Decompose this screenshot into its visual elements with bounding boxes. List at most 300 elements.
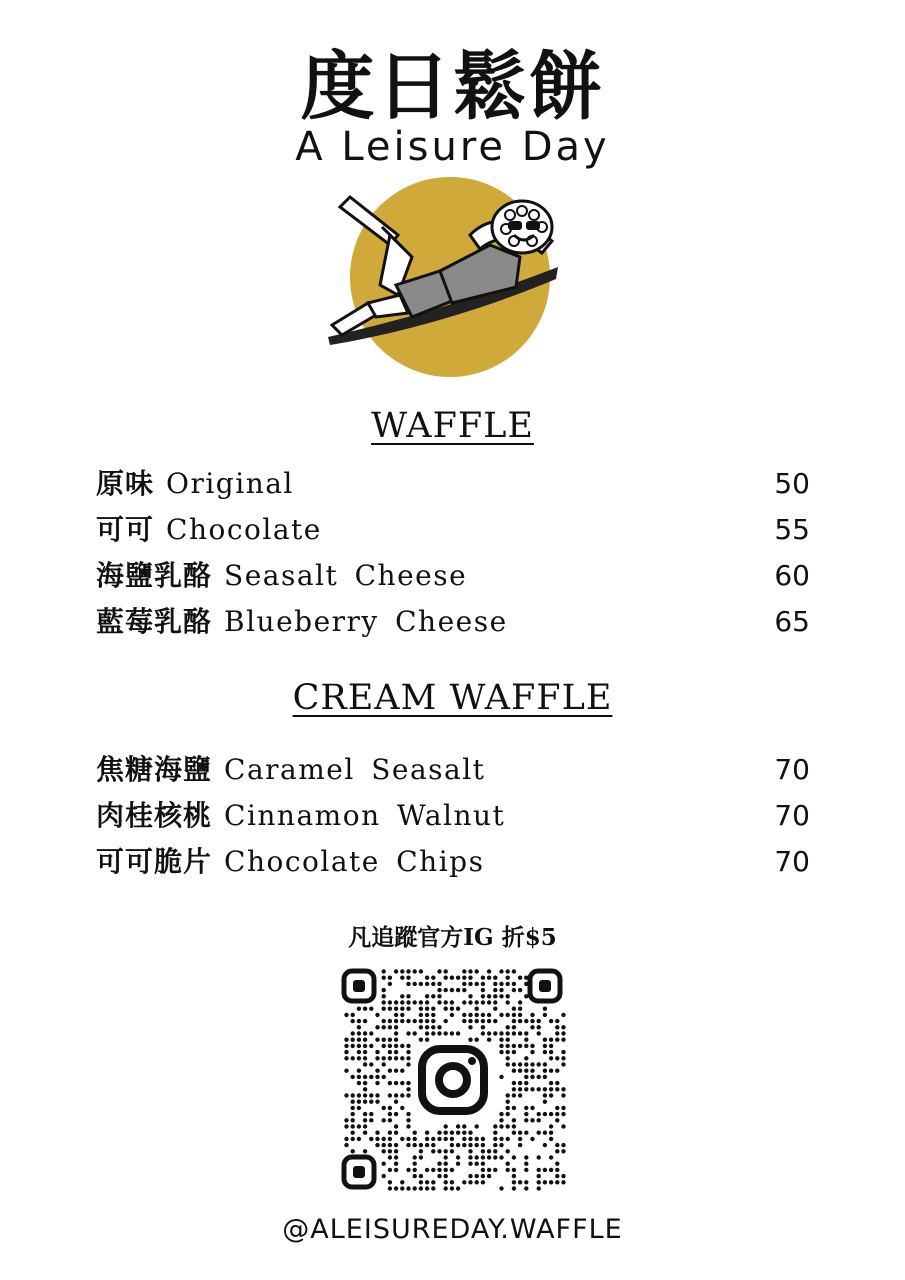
qr-module [462,1137,466,1141]
qr-module [493,1000,497,1004]
qr-module [555,1081,559,1085]
qr-module [512,1069,516,1073]
section-title-cream-waffle: CREAM WAFFLE [292,678,613,718]
qr-module [406,1031,410,1035]
item-price: 70 [774,799,810,832]
qr-module [444,1124,448,1128]
qr-module [425,1031,429,1035]
qr-module [419,1149,423,1153]
qr-module [475,1007,479,1011]
qr-module [344,1143,348,1147]
qr-module [450,1180,454,1184]
qr-module [382,1118,386,1122]
qr-module [475,1137,479,1141]
qr-module [357,1137,361,1141]
qr-module [493,1031,497,1035]
qr-module [375,1137,379,1141]
qr-module [444,969,448,973]
qr-module [475,1143,479,1147]
qr-module [419,1000,423,1004]
qr-module [475,1180,479,1184]
qr-module [561,1031,565,1035]
qr-module [518,1031,522,1035]
qr-module [444,1162,448,1166]
qr-module [468,994,472,998]
qr-module [543,1038,547,1042]
qr-module [394,1069,398,1073]
qr-module [450,1186,454,1190]
item-price: 70 [774,753,810,786]
qr-module [506,1124,510,1128]
qr-module [549,1137,553,1141]
qr-module [456,1124,460,1128]
qr-module [413,982,417,986]
item-name-zh: 原味 [96,467,155,500]
item-name-en: Chocolate Chips [224,845,485,878]
qr-module [388,1118,392,1122]
qr-module [425,1025,429,1029]
qr-module [419,1143,423,1147]
qr-module [475,969,479,973]
qr-module [468,1019,472,1023]
qr-module [382,969,386,973]
qr-module [537,1180,541,1184]
qr-module [394,1100,398,1104]
qr-module [555,1180,559,1184]
qr-module [369,1031,373,1035]
qr-module [555,1118,559,1122]
qr-module [462,1000,466,1004]
qr-module [351,1106,355,1110]
qr-module [450,1013,454,1017]
qr-module [468,1143,472,1147]
qr-module [375,1038,379,1042]
qr-module [388,1007,392,1011]
qr-module [406,1081,410,1085]
qr-module [363,1044,367,1048]
qr-module [543,1044,547,1048]
qr-module [506,1168,510,1172]
qr-module [499,1112,503,1116]
qr-module [382,1075,386,1079]
qr-module [413,1000,417,1004]
qr-module [481,1031,485,1035]
qr-module [351,1075,355,1079]
qr-module [487,1000,491,1004]
qr-module [487,994,491,998]
qr-module [512,1019,516,1023]
qr-module [382,1062,386,1066]
qr-module [425,1019,429,1023]
qr-module [499,1038,503,1042]
qr-module [549,1019,553,1023]
item-name-en: Blueberry Cheese [224,605,508,638]
qr-module [462,988,466,992]
qr-module [394,1000,398,1004]
qr-module [394,1168,398,1172]
qr-module [431,1031,435,1035]
qr-module [357,1075,361,1079]
qr-module [468,1131,472,1135]
qr-module [518,1007,522,1011]
qr-module [344,1013,348,1017]
qr-module [388,1019,392,1023]
qr-module [524,1044,528,1048]
qr-module [506,1112,510,1116]
qr-module [481,1019,485,1023]
qr-module [524,1069,528,1073]
qr-module [524,1062,528,1066]
qr-module [388,1131,392,1135]
qr-module [524,1112,528,1116]
qr-module [425,1168,429,1172]
qr-module [425,1007,429,1011]
qr-module [537,1118,541,1122]
qr-module [530,1025,534,1029]
qr-module [437,1131,441,1135]
qr-module [406,994,410,998]
qr-module [537,1075,541,1079]
qr-module [530,1069,534,1073]
qr-module [444,1019,448,1023]
shop-title-chinese: 度日鬆餅 [300,44,605,130]
qr-module [344,1118,348,1122]
qr-module [561,1062,565,1066]
qr-module [437,982,441,986]
qr-module [394,969,398,973]
qr-module [530,1118,534,1122]
qr-module [537,1112,541,1116]
qr-module [351,1056,355,1060]
qr-module [413,1186,417,1190]
qr-module [499,1031,503,1035]
qr-module [518,1069,522,1073]
qr-module [369,1007,373,1011]
qr-module [394,1093,398,1097]
qr-module [506,1162,510,1166]
qr-module [400,1056,404,1060]
qr-module [431,982,435,986]
qr-module [499,1044,503,1048]
qr-module [369,1044,373,1048]
section-title-waffle: WAFFLE [371,406,534,446]
qr-module [499,994,503,998]
qr-module [506,969,510,973]
qr-module [351,1131,355,1135]
qr-module [363,1149,367,1153]
qr-module [419,1007,423,1011]
qr-module [493,1131,497,1135]
qr-module [406,1168,410,1172]
qr-module [549,1056,553,1060]
qr-module [413,1168,417,1172]
qr-module [462,969,466,973]
qr-module [524,1038,528,1042]
qr-module [561,1174,565,1178]
qr-module [413,1174,417,1178]
qr-module [549,1168,553,1172]
qr-module [487,1031,491,1035]
qr-module [344,1093,348,1097]
qr-module [518,1062,522,1066]
qr-module [351,1019,355,1023]
qr-module [549,1093,553,1097]
item-name-en: Seasalt Cheese [224,559,468,592]
qr-module [561,1143,565,1147]
qr-module [431,1007,435,1011]
qr-module [357,1081,361,1085]
instagram-handle[interactable]: @ALEISUREDAY.WAFFLE [282,1214,623,1245]
qr-module [524,1106,528,1110]
qr-module [406,982,410,986]
qr-module [382,1056,386,1060]
qr-module [530,1075,534,1079]
mascot-waffle-illustration [320,175,560,385]
qr-module [493,1143,497,1147]
qr-module [512,1174,516,1178]
qr-module [431,1025,435,1029]
qr-module [481,1149,485,1153]
qr-module [543,1131,547,1135]
qr-module [475,1174,479,1178]
qr-module [400,1081,404,1085]
qr-module [512,1044,516,1048]
qr-module [351,1112,355,1116]
qr-module [425,976,429,980]
instagram-follow-discount: 凡追蹤官方IG 折$5 [348,924,557,951]
qr-module [406,1112,410,1116]
qr-module [530,1087,534,1091]
item-price: 60 [774,559,810,592]
qr-module [431,976,435,980]
qr-module [382,976,386,980]
qr-module [518,1143,522,1147]
qr-module [543,1069,547,1073]
qr-module [406,976,410,980]
item-name-zh: 肉桂核桃 [96,799,213,832]
qr-module [382,1137,386,1141]
qr-module [456,1007,460,1011]
qr-module [357,1124,361,1128]
qr-module [537,1087,541,1091]
qr-module [487,1019,491,1023]
qr-module [524,1075,528,1079]
qr-module [561,1050,565,1054]
qr-module [549,1081,553,1085]
qr-module [506,1056,510,1060]
qr-module [506,1000,510,1004]
qr-module [537,1031,541,1035]
qr-module [406,1050,410,1054]
qr-module [444,1174,448,1178]
qr-module [561,1087,565,1091]
qr-module [388,982,392,986]
qr-module [512,1025,516,1029]
qr-module [444,1180,448,1184]
qr-module [388,1186,392,1190]
qr-module [481,1174,485,1178]
qr-module [462,982,466,986]
qr-module [400,1000,404,1004]
qr-module [394,1044,398,1048]
qr-module [561,1149,565,1153]
qr-module [413,1137,417,1141]
item-name-zh: 可可脆片 [96,845,213,878]
item-name-zh: 海鹽乳酪 [96,559,213,592]
qr-module [481,976,485,980]
qr-module [512,1118,516,1122]
qr-module [512,1124,516,1128]
qr-module [456,1143,460,1147]
qr-module [506,1137,510,1141]
qr-module [344,1050,348,1054]
qr-module [406,1124,410,1128]
qr-module [487,1038,491,1042]
menu-list-cream-waffle [96,752,810,890]
qr-module [419,1180,423,1184]
qr-module [481,1155,485,1159]
qr-module [456,1186,460,1190]
qr-module [369,1137,373,1141]
qr-module [351,1031,355,1035]
qr-module [475,1000,479,1004]
qr-module [543,1007,547,1011]
qr-module [450,1031,454,1035]
qr-module [506,1050,510,1054]
qr-module [537,1019,541,1023]
qr-module [512,1013,516,1017]
qr-module [524,1056,528,1060]
qr-module [357,1100,361,1104]
qr-module [425,1038,429,1042]
qr-module [388,1050,392,1054]
qr-module [437,994,441,998]
qr-module [425,1131,429,1135]
menu-item [96,466,810,512]
qr-module [543,1013,547,1017]
qr-module [394,1186,398,1190]
qr-module [493,1137,497,1141]
qr-module [431,1149,435,1153]
qr-module [462,1143,466,1147]
qr-module [468,1025,472,1029]
qr-module [363,1050,367,1054]
qr-module [543,1087,547,1091]
qr-module [462,1131,466,1135]
qr-module [450,1131,454,1135]
menu-item [96,558,810,604]
qr-module [512,1093,516,1097]
qr-module [530,1062,534,1066]
qr-module [468,976,472,980]
qr-module [375,1013,379,1017]
qr-module [363,1031,367,1035]
qr-module [555,1106,559,1110]
qr-module [481,1143,485,1147]
qr-module [450,988,454,992]
qr-module [450,1143,454,1147]
qr-module [394,1112,398,1116]
qr-module [487,1155,491,1159]
qr-module [499,1013,503,1017]
qr-module [506,1149,510,1153]
qr-module [363,1124,367,1128]
qr-module [369,1062,373,1066]
qr-module [344,1137,348,1141]
qr-module [468,1000,472,1004]
qr-module [561,1112,565,1116]
qr-module [444,1131,448,1135]
qr-module [437,988,441,992]
qr-module [512,982,516,986]
qr-module [493,994,497,998]
qr-module [549,1044,553,1048]
shop-title-english: A Leisure Day [295,124,610,170]
qr-module [437,1162,441,1166]
qr-module [369,1118,373,1122]
qr-module [382,1162,386,1166]
qr-module [363,1093,367,1097]
qr-module [530,1019,534,1023]
qr-module [413,1019,417,1023]
item-price: 70 [774,845,810,878]
qr-module [400,1180,404,1184]
qr-module [357,1031,361,1035]
qr-module [344,1044,348,1048]
qr-module [382,1174,386,1178]
qr-module [425,1143,429,1147]
qr-module [468,1155,472,1159]
qr-module [499,1124,503,1128]
instagram-qr-code[interactable] [340,965,566,1191]
qr-module [375,1050,379,1054]
qr-module [388,1056,392,1060]
qr-module [351,1149,355,1153]
qr-module [388,1025,392,1029]
qr-module [413,969,417,973]
qr-module [425,1013,429,1017]
qr-module [363,1019,367,1023]
qr-module [437,1137,441,1141]
qr-module [549,1087,553,1091]
qr-module [419,982,423,986]
qr-module [357,1056,361,1060]
qr-module [413,1031,417,1035]
qr-module [549,1038,553,1042]
qr-module [382,994,386,998]
qr-module [444,1007,448,1011]
qr-module [512,1050,516,1054]
qr-module [512,1155,516,1159]
qr-module [518,1093,522,1097]
qr-module [475,1013,479,1017]
qr-module [369,1100,373,1104]
qr-module [518,1131,522,1135]
qr-module [481,1180,485,1184]
qr-module [462,1124,466,1128]
menu-item [96,512,810,558]
qr-module [555,1038,559,1042]
qr-module [524,1131,528,1135]
qr-module [351,1038,355,1042]
qr-module [444,1000,448,1004]
qr-module [400,1013,404,1017]
qr-module [561,1025,565,1029]
qr-module [530,1106,534,1110]
qr-module [375,1131,379,1135]
qr-module [388,1000,392,1004]
qr-module [388,1143,392,1147]
